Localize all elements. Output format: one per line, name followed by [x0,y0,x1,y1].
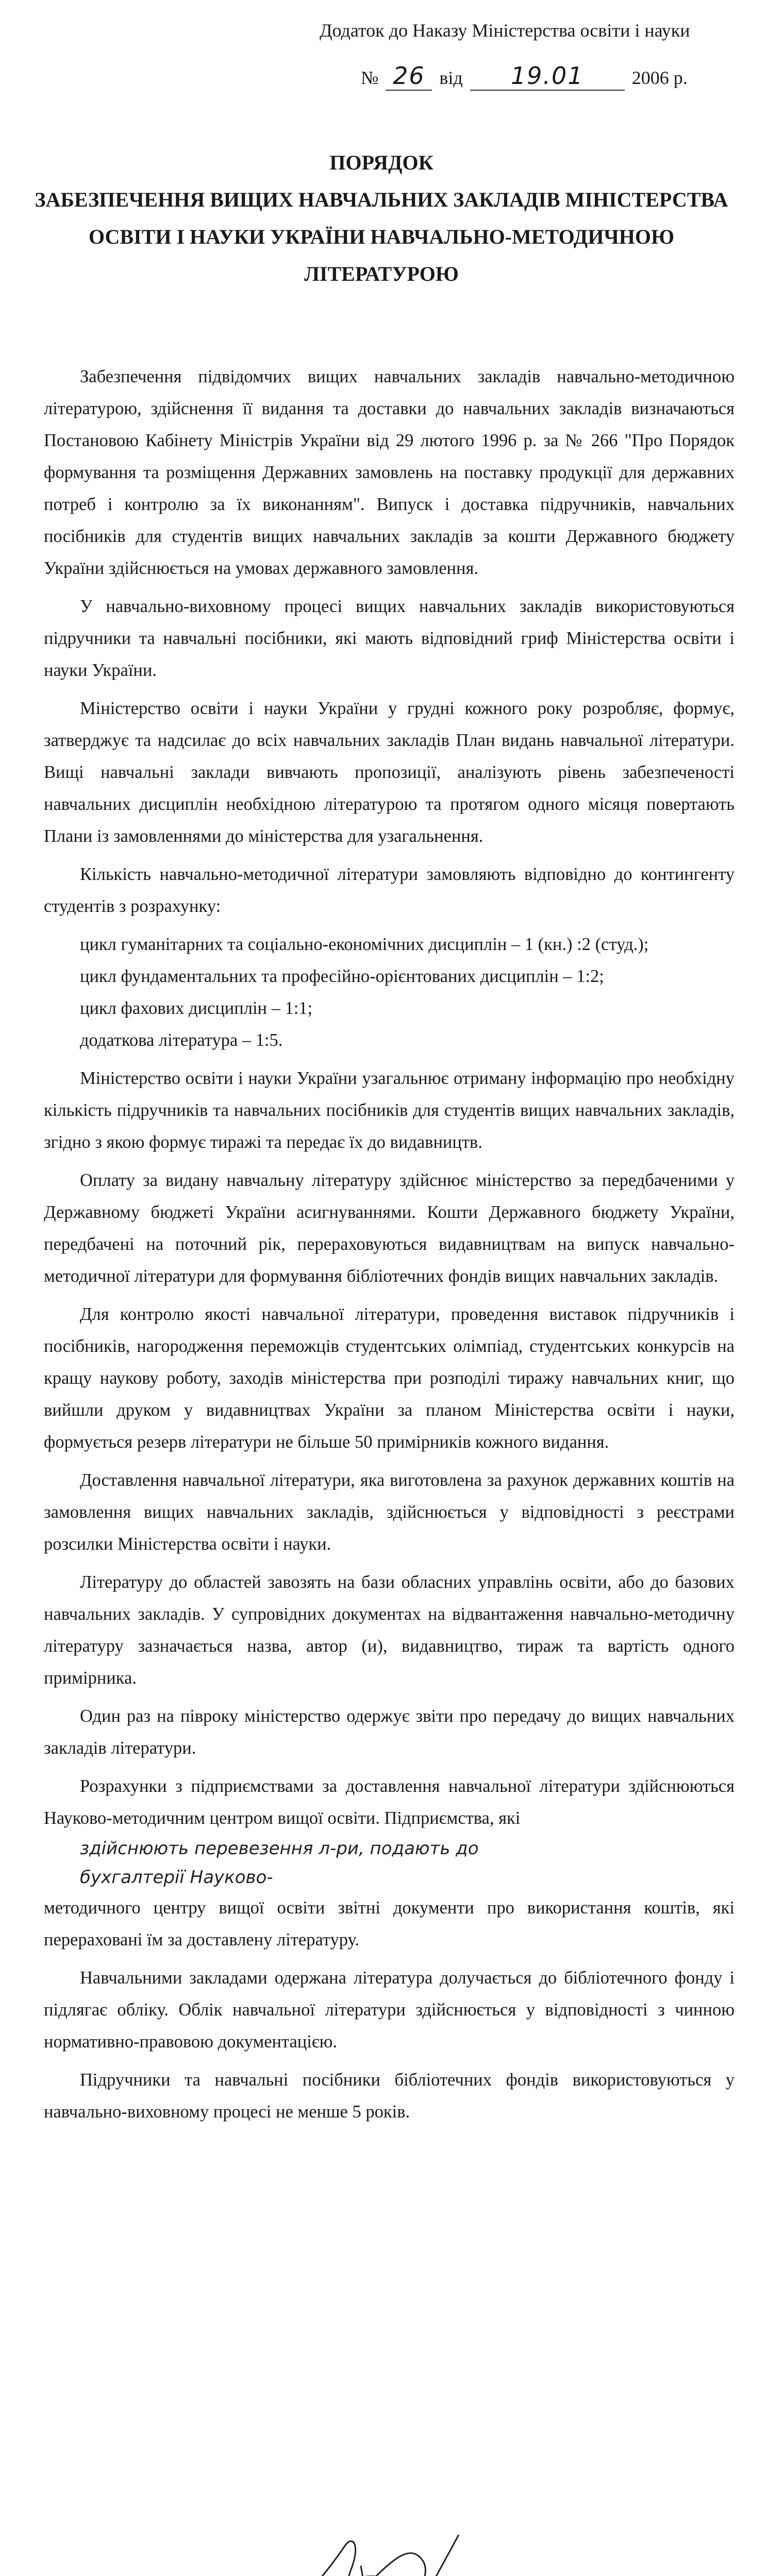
order-date: 19.01 [470,62,625,91]
order-number: 26 [386,62,432,91]
order-annex-line: Додаток до Наказу Міністерства освіти і науки [320,20,690,41]
handwritten-insertion: здійснюють перевезення л-ри, подають до [80,1838,479,1859]
order-number-line [361,62,688,91]
list-item: цикл фахових дисциплін – 1:1; [80,998,313,1018]
paragraph: Кількість навчально-методичної літератури замовляють відповідно до контингенту студентів з розрахунку: [44,865,735,916]
paragraph: Літературу до областей завозять на бази обласних управлінь освіти, або до базових навчальних закладів. У супровідних документах на відвантаження навчально-методичну літературу зазначається назва, автор (и), видавництво, тираж та вартість одного примірника. [44,1572,735,1688]
document-body [44,361,735,2134]
paragraph: Навчальними закладами одержана література долучається до бібліотечного фонду і підлягає обліку. Облік навчальної літератури здійснюється у відповідності з чинною нормативно-правовою документацією. [44,1968,735,2052]
paragraph: Доставлення навчальної літератури, яка виготовлена за рахунок державних коштів на замовлення вищих навчальних закладів, здійснюється у відповідності з реєстрами розсилки Міністерства освіти і науки. [44,1470,735,1554]
document-title [31,144,732,293]
title-line-1: ПОРЯДОК [329,151,433,174]
paragraph: Підручники та навчальні посібники бібліотечних фондів використовуються у навчально-виховному процесі не менше 5 років. [44,2070,735,2122]
order-year: 2006 р. [631,67,688,88]
paragraph: Оплату за видану навчальну літературу здійснює міністерство за передбаченими у Державному бюджеті України асигнуваннями. Кошти Державного бюджету України, передбачені на поточний рік, перераховуються видавництвам на випуск навчально-методичної літератури для формування бібліотечних фондів вищих навчальних закладів. [44,1171,735,1286]
title-line-2: ЗАБЕЗПЕЧЕННЯ ВИЩИХ НАВЧАЛЬНИХ ЗАКЛАДІВ МІНІСТЕРСТВА [35,188,728,211]
paragraph: Забезпечення підвідомчих вищих навчальних закладів навчально-методичною літературою, здійснення її видання та доставки до навчальних закладів визначаються Постановою Кабінету Міністрів України від 29 лютого 1996 р. за № 266 "Про Порядок формування та розміщення Державних замовлень на поставку продукції для державних потреб і контролю за їх виконанням". Випуск і доставка підручників, навчальних посібників для студентів вищих навчальних закладів за кошти Державного бюджету України здійснюється на умовах державного замовлення. [44,367,735,578]
paragraph: Міністерство освіти і науки України узагальнює отриману інформацію про необхідну кількість підручників та навчальних посібників для студентів вищих навчальних закладів, згідно з якою формує тиражі та передає їх до видавництв. [44,1069,735,1152]
list-item: додаткова література – 1:5. [80,1030,283,1050]
paragraph: Для контролю якості навчальної літератури, проведення виставок підручників і посібників, нагородження переможців студентських олімпіад, студентських конкурсів на кращу наукову роботу, заходів міністерства при розподілі тиражу навчальних книг, що вийшли друком у видавництвах України за планом Міністерства освіти і науки, формується резерв літератури не більше 50 примірників кожного видання. [44,1304,735,1452]
list-item: цикл фундаментальних та професійно-орієнтованих дисциплін – 1:2; [80,967,604,986]
paragraph: У навчально-виховному процесі вищих навчальних закладів використовуються підручники та навчальні посібники, які мають відповідний гриф Міністерства освіти і науки України. [44,597,735,680]
ratio-list [44,928,735,1056]
title-line-3: ОСВІТИ І НАУКИ УКРАЇНИ НАВЧАЛЬНО-МЕТОДИЧНОЮ [88,225,675,248]
title-line-4: ЛІТЕРАТУРОЮ [304,262,459,285]
from-label: від [439,67,463,88]
paragraph: Розрахунки з підприємствами за доставлення навчальної літератури здійснюються Науково-методичним центром вищої освіти. Підприємства, які [44,1776,735,1828]
paragraph: Міністерство освіти і науки України у грудні кожного року розробляє, формує, затверджує та надсилає до всіх навчальних закладів План видань навчальної літератури. Вищі навчальні заклади вивчають пропозиції, аналізують рівень забезпеченості навчальних дисциплін необхідною літературою та протягом одного місяця повертають Плани із замовленнями до міністерства для узагальнення. [44,699,735,846]
paragraph: Один раз на півроку міністерство одержує звіти про передачу до вищих навчальних закладів літератури. [44,1706,735,1758]
paragraph: методичного центру вищої освіти звітні документи про використання коштів, які перераховані їм за доставлену літературу. [44,1898,735,1950]
handwritten-insertion: бухгалтерії Науково- [80,1867,273,1888]
signature-stamp-image [242,2514,510,2576]
number-sign: № [361,67,379,88]
list-item: цикл гуманітарних та соціально-економічних дисциплін – 1 (кн.) :2 (студ.); [80,935,649,954]
signature-block [0,2514,767,2576]
